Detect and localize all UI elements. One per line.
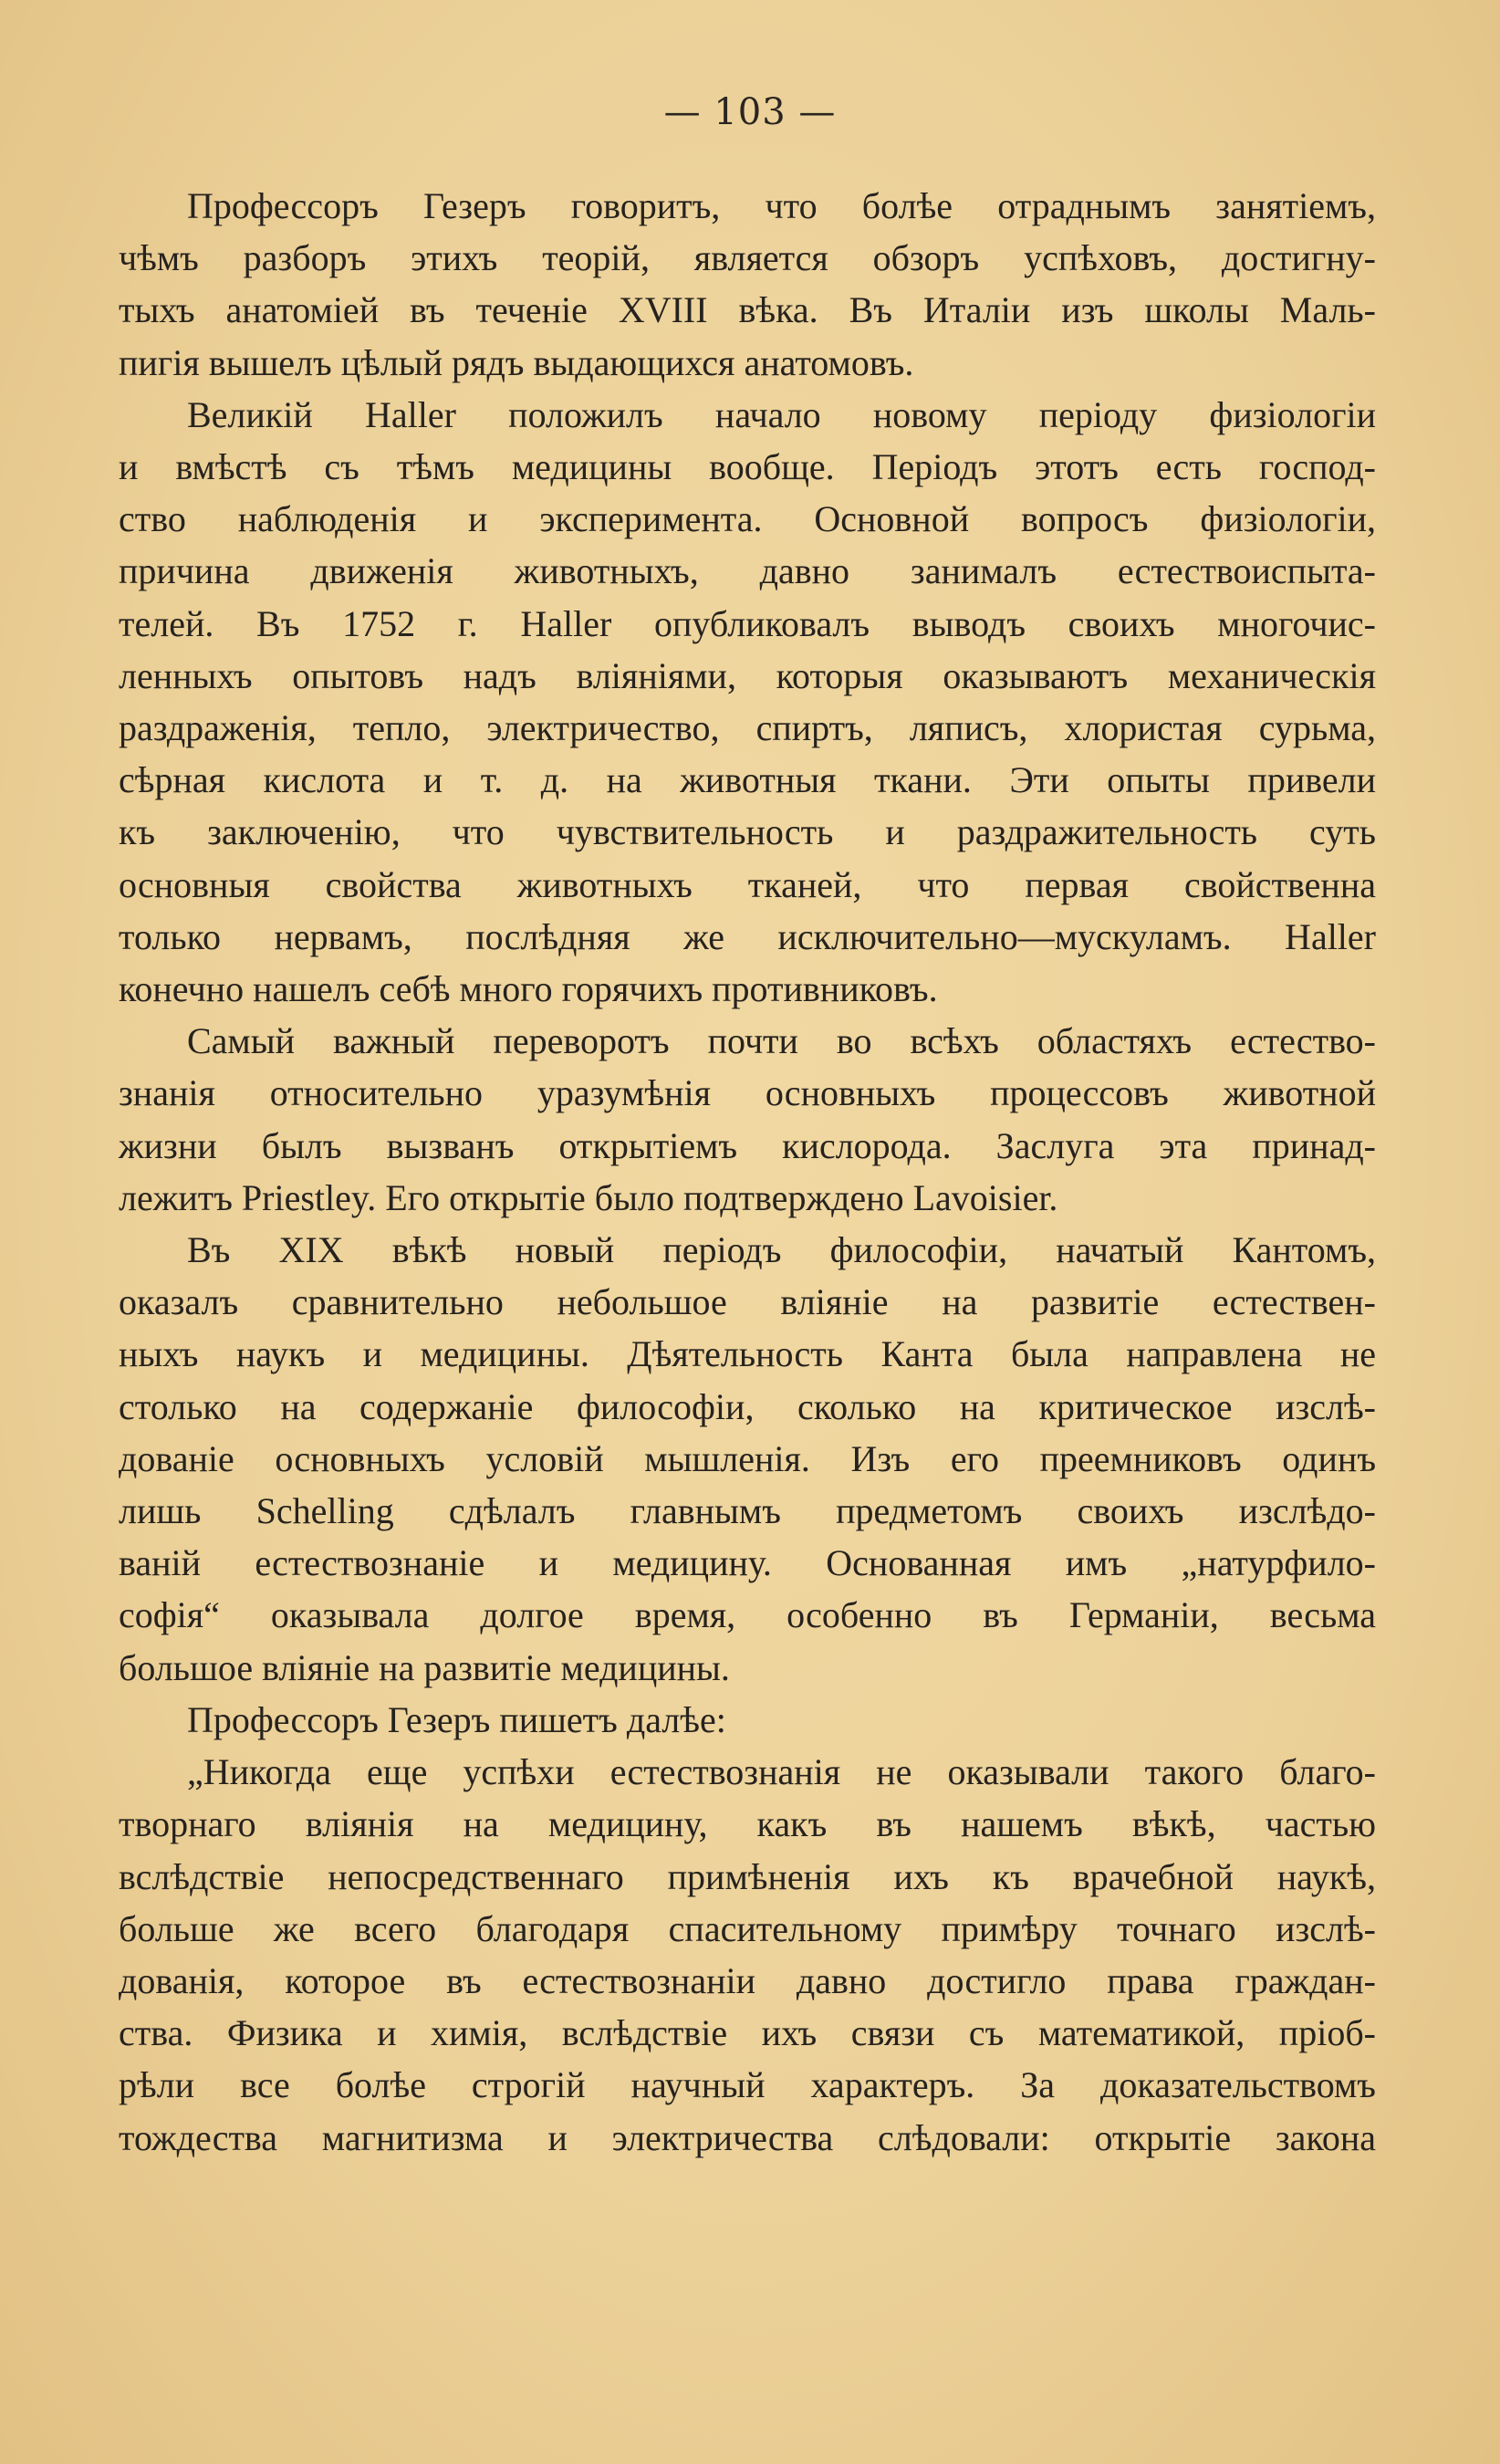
text-line: дованіе основныхъ условій мышленія. Изъ его преемниковъ одинъ	[119, 1437, 1376, 1479]
text-line: жизни былъ вызванъ открытіемъ кислорода. Заслуга эта принад-	[119, 1124, 1376, 1166]
body-text	[119, 180, 1376, 2164]
text-line: рѣли все болѣе строгій научный характеръ. За доказательствомъ	[119, 2064, 1376, 2106]
page-number: — 103 —	[663, 91, 837, 133]
text-line: столько на содержаніе философіи, сколько на критическое изслѣ-	[119, 1385, 1376, 1427]
text-line: раздраженія, тепло, электричество, спиртъ, ляписъ, хлористая сурьма,	[119, 707, 1376, 749]
text-line: къ заключенію, что чувствительность и раздражительность суть	[119, 811, 1376, 853]
paragraph	[119, 389, 1376, 1015]
text-line: пигія вышелъ цѣлый рядъ выдающихся анатомовъ.	[119, 341, 914, 383]
paragraph	[119, 1224, 1376, 1694]
text-line: телей. Въ 1752 г. Haller опубликовалъ выводъ своихъ многочис-	[119, 602, 1376, 644]
text-line: „Никогда еще успѣхи естествознанія не оказывали такого благо-	[187, 1751, 1376, 1793]
text-line: тыхъ анатоміей въ теченіе XVIII вѣка. Въ Италіи изъ школы Маль-	[119, 289, 1376, 331]
text-line: лишь Schelling сдѣлалъ главнымъ предметомъ своихъ изслѣдо-	[119, 1490, 1376, 1532]
text-line: тождества магнитизма и электричества слѣдовали: открытіе закона	[119, 2116, 1376, 2158]
text-line: ленныхъ опытовъ надъ вліяніями, которыя оказываютъ механическія	[119, 654, 1376, 696]
text-line: Профессоръ Гезеръ говоритъ, что болѣе отраднымъ занятіемъ,	[187, 185, 1376, 226]
text-line: дованія, которое въ естествознаніи давно достигло права граждан-	[119, 1959, 1376, 2001]
text-line: сѣрная кислота и т. д. на животныя ткани. Эти опыты привели	[119, 759, 1376, 801]
text-line: творнаго вліянія на медицину, какъ въ нашемъ вѣкѣ, частью	[119, 1803, 1376, 1845]
text-line: и вмѣстѣ съ тѣмъ медицины вообще. Періодъ этотъ есть господ-	[119, 446, 1376, 488]
text-line: оказалъ сравнительно небольшое вліяніе на развитіе естествен-	[119, 1281, 1376, 1323]
text-line: лежитъ Priestley. Его открытіе было подтверждено Lavoisier.	[119, 1176, 1058, 1218]
text-line: причина движенія животныхъ, давно занималъ естествоиспыта-	[119, 550, 1376, 592]
text-line: конечно нашелъ себѣ много горячихъ противниковъ.	[119, 968, 938, 1010]
text-line: ныхъ наукъ и медицины. Дѣятельность Канта была направлена не	[119, 1333, 1376, 1375]
paragraph	[119, 1015, 1376, 1224]
text-line: основныя свойства животныхъ тканей, что первая свойственна	[119, 863, 1376, 905]
text-line: Профессоръ Гезеръ пишетъ далѣе:	[187, 1698, 726, 1740]
text-line: Великій Haller положилъ начало новому періоду физіологіи	[187, 393, 1376, 435]
text-line: чѣмъ разборъ этихъ теорій, является обзоръ успѣховъ, достигну-	[119, 237, 1376, 279]
text-line: Самый важный переворотъ почти во всѣхъ областяхъ естество-	[187, 1020, 1376, 1062]
text-line: софія“ оказывала долгое время, особенно въ Германіи, весьма	[119, 1594, 1376, 1636]
text-line: ство наблюденія и эксперимента. Основной вопросъ физіологіи,	[119, 498, 1376, 540]
text-line: вслѣдствіе непосредственнаго примѣненія ихъ къ врачебной наукѣ,	[119, 1855, 1376, 1897]
text-line: больше же всего благодаря спасительному примѣру точнаго изслѣ-	[119, 1907, 1376, 1949]
text-line: знанія относительно уразумѣнія основныхъ процессовъ животной	[119, 1072, 1376, 1114]
text-line: ства. Физика и химія, вслѣдствіе ихъ связи съ математикой, пріоб-	[119, 2012, 1376, 2054]
text-line: ваній естествознаніе и медицину. Основанная имъ „натурфило-	[119, 1542, 1376, 1584]
paragraph	[119, 1694, 1376, 1746]
text-line: большое вліяніе на развитіе медицины.	[119, 1646, 730, 1688]
text-line: Въ XIX вѣкѣ новый періодъ философіи, начатый Кантомъ,	[187, 1229, 1376, 1271]
paragraph	[119, 180, 1376, 389]
text-line: только нервамъ, послѣдняя же исключительно—мускуламъ. Haller	[119, 915, 1376, 957]
paragraph	[119, 1746, 1376, 2164]
